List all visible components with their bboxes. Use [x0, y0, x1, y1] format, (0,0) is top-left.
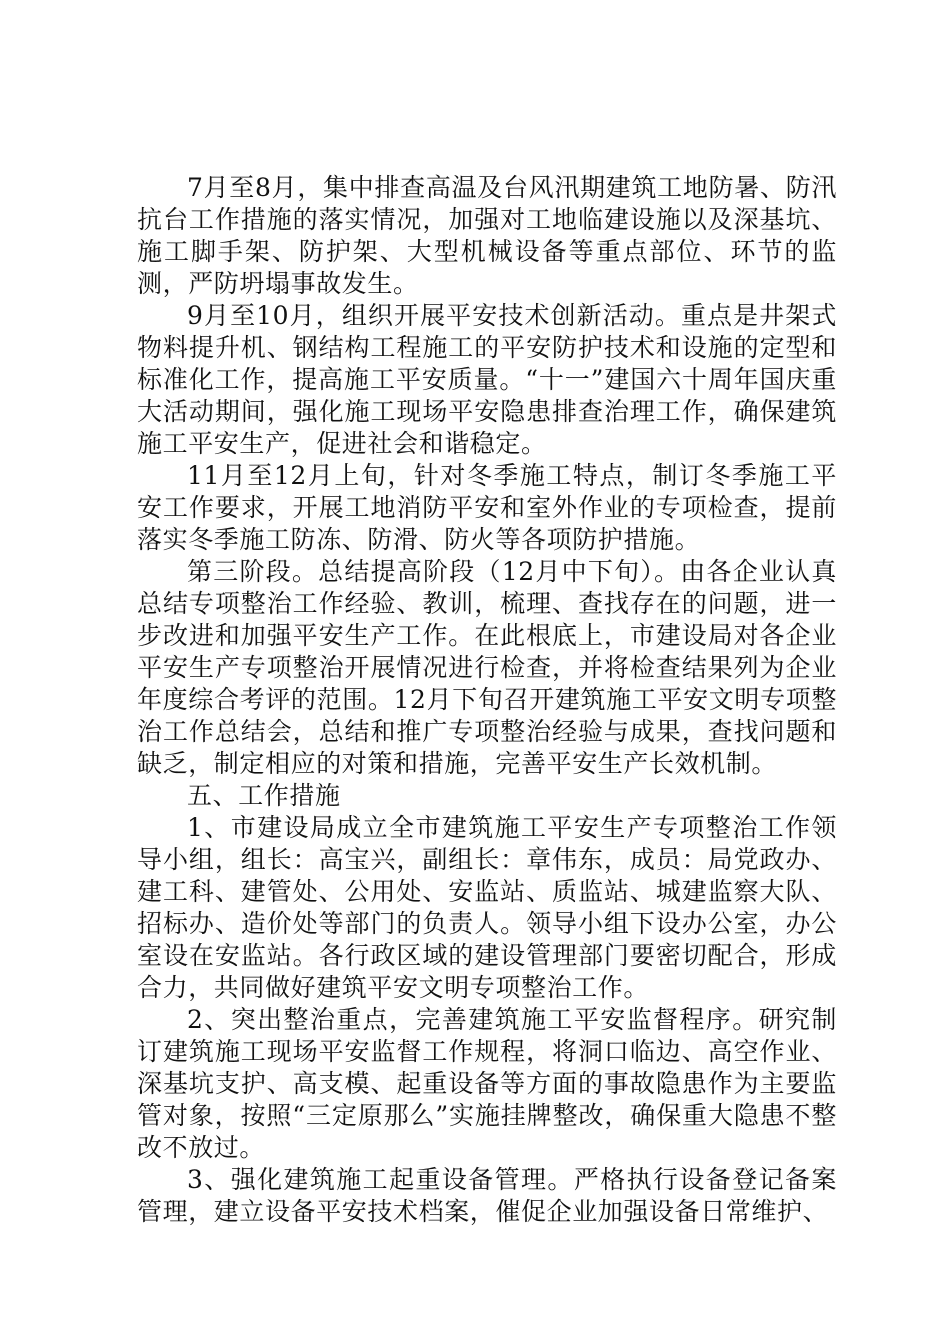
paragraph-measure-3: 3、强化建筑施工起重设备管理。严格执行设备登记备案管理，建立设备平安技术档案，催促企业加强设备日常维护、	[137, 1165, 837, 1226]
paragraph-november-december: 11月至12月上旬，针对冬季施工特点，制订冬季施工平安工作要求，开展工地消防平安和室外作业的专项检查，提前落实冬季施工防冻、防滑、防火等各项防护措施。	[137, 461, 837, 554]
paragraph-july-august: 7月至8月，集中排查高温及台风汛期建筑工地防暑、防汛抗台工作措施的落实情况，加强对工地临建设施以及深基坑、施工脚手架、防护架、大型机械设备等重点部位、环节的监测，严防坍塌事故发生。	[137, 173, 837, 298]
section-heading-work-measures: 五、工作措施	[187, 781, 341, 810]
document-body	[137, 172, 837, 1228]
paragraph-september-october: 9月至10月，组织开展平安技术创新活动。重点是井架式物料提升机、钢结构工程施工的平安防护技术和设施的定型和标准化工作，提高施工平安质量。“十一”建国六十周年国庆重大活动期间，强化施工现场平安隐患排查治理工作，确保建筑施工平安生产，促进社会和谐稳定。	[137, 301, 837, 458]
paragraph-phase-three: 第三阶段。总结提高阶段（12月中下旬）。由各企业认真总结专项整治工作经验、教训，梳理、查找存在的问题，进一步改进和加强平安生产工作。在此根底上，市建设局对各企业平安生产专项整治开展情况进行检查，并将检查结果列为企业年度综合考评的范围。12月下旬召开建筑施工平安文明专项整治工作总结会，总结和推广专项整治经验与成果，查找问题和缺乏，制定相应的对策和措施，完善平安生产长效机制。	[137, 557, 837, 778]
paragraph-measure-2: 2、突出整治重点，完善建筑施工平安监督程序。研究制订建筑施工现场平安监督工作规程，将洞口临边、高空作业、深基坑支护、高支模、起重设备等方面的事故隐患作为主要监管对象，按照“三定原那么”实施挂牌整改，确保重大隐患不整改不放过。	[137, 1005, 837, 1162]
paragraph-measure-1: 1、市建设局成立全市建筑施工平安生产专项整治工作领导小组，组长：高宝兴，副组长：章伟东，成员：局党政办、建工科、建管处、公用处、安监站、质监站、城建监察大队、招标办、造价处等部门的负责人。领导小组下设办公室，办公室设在安监站。各行政区域的建设管理部门要密切配合，形成合力，共同做好建筑平安文明专项整治工作。	[137, 813, 837, 1002]
